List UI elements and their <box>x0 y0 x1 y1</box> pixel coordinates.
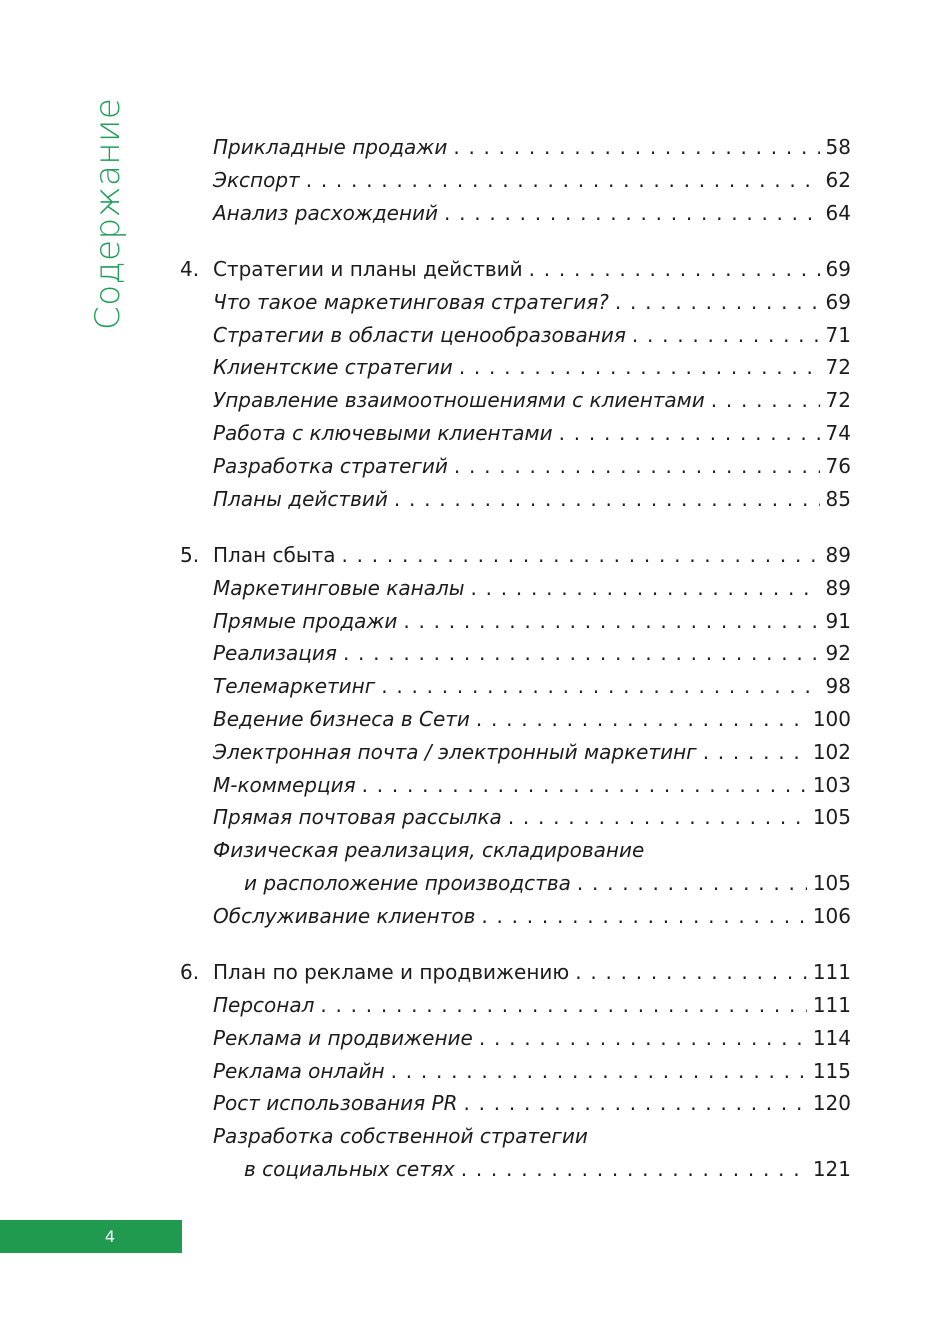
toc-entry-title: М-коммерция <box>213 772 356 797</box>
toc-entry-title: Экспорт <box>213 167 300 192</box>
toc-entry[interactable] <box>180 736 851 769</box>
toc-entry-title: Стратегии и планы действий <box>213 256 523 281</box>
dot-leader <box>403 605 819 638</box>
dot-leader <box>391 1055 807 1088</box>
dot-leader <box>320 989 806 1022</box>
toc-entry[interactable] <box>180 1153 851 1186</box>
toc-page-number: 111 <box>812 992 851 1017</box>
toc-page-number: 102 <box>812 739 851 764</box>
toc-entry[interactable] <box>180 572 851 605</box>
toc-page-number: 92 <box>825 641 851 666</box>
toc-page-number: 72 <box>825 388 851 413</box>
toc-page-number: 106 <box>812 903 851 928</box>
toc-entry-title: Разработка собственной стратегии <box>213 1124 588 1149</box>
dot-leader <box>529 253 820 286</box>
toc-page-number: 114 <box>812 1025 851 1050</box>
dot-leader <box>632 319 820 352</box>
toc-page-number: 98 <box>825 674 851 699</box>
toc-page-number: 64 <box>825 200 851 225</box>
toc-entry[interactable] <box>180 131 851 164</box>
toc-page-number: 91 <box>825 608 851 633</box>
toc-entry[interactable] <box>180 769 851 802</box>
toc-page-number: 69 <box>825 289 851 314</box>
dot-leader <box>444 197 820 230</box>
toc-page-number: 85 <box>825 486 851 511</box>
toc-entry-title: Что такое маркетинговая стратегия? <box>213 289 609 314</box>
toc-entry[interactable] <box>180 801 851 834</box>
footer-page-bar <box>0 1220 182 1253</box>
dot-leader <box>575 956 807 989</box>
toc-entry[interactable] <box>180 605 851 638</box>
toc-entry-title: Прикладные продажи <box>213 135 448 159</box>
toc-entry-title: Стратегии в области ценообразования <box>213 322 626 347</box>
toc-entry-title: Реклама онлайн <box>213 1058 385 1083</box>
toc-page-number: 89 <box>825 575 851 600</box>
toc-chapter-entry[interactable] <box>180 956 851 989</box>
toc-entry[interactable] <box>180 1120 851 1153</box>
dot-leader <box>615 286 820 319</box>
toc-page-number: 69 <box>825 256 851 281</box>
toc-entry[interactable] <box>180 637 851 670</box>
toc-entry[interactable] <box>180 900 851 933</box>
dot-leader <box>459 351 820 384</box>
toc-entry-title: Рост использования PR <box>213 1091 458 1116</box>
toc-page-number: 105 <box>812 805 851 830</box>
toc-chapter-entry[interactable] <box>180 539 851 572</box>
toc-entry[interactable] <box>180 1055 851 1088</box>
toc-page-number: 74 <box>825 420 851 445</box>
toc-entry[interactable] <box>180 450 851 483</box>
toc-page-number: 62 <box>825 167 851 192</box>
dot-leader <box>454 450 820 483</box>
toc-page-number: 100 <box>812 706 851 731</box>
dot-leader <box>703 736 807 769</box>
toc-entry[interactable] <box>180 197 851 230</box>
toc-entry-title: Работа с ключевыми клиентами <box>213 420 553 445</box>
toc-page-number: 120 <box>812 1091 851 1116</box>
toc-entry[interactable] <box>180 989 851 1022</box>
dot-leader <box>577 867 807 900</box>
dot-leader <box>453 131 819 164</box>
dot-leader <box>362 769 807 802</box>
toc-entry-title: Реализация <box>213 641 337 666</box>
toc-entry-title: План по рекламе и продвижению <box>213 960 570 985</box>
dot-leader <box>476 703 807 736</box>
toc-entry[interactable] <box>180 384 851 417</box>
toc-entry[interactable] <box>180 834 851 867</box>
toc-entry[interactable] <box>180 670 851 703</box>
dot-leader <box>306 164 820 197</box>
toc-entry-title: Ведение бизнеса в Сети <box>213 706 470 731</box>
dot-leader <box>394 483 820 516</box>
dot-leader <box>342 539 820 572</box>
dot-leader <box>508 801 807 834</box>
toc-entry-title: Управление взаимоотношениями с клиентами <box>213 388 705 413</box>
toc-entry-title: Прямая почтовая рассылка <box>213 805 502 830</box>
toc-entry[interactable] <box>180 1087 851 1120</box>
page-number: 4 <box>104 1227 116 1246</box>
toc-page-number: 111 <box>812 960 851 985</box>
toc-entry-title: Электронная почта / электронный маркетинг <box>213 739 697 764</box>
toc-entry[interactable] <box>180 164 851 197</box>
dot-leader <box>343 637 820 670</box>
toc-chapter-entry[interactable] <box>180 253 851 286</box>
toc-page-number: 89 <box>825 542 851 567</box>
dot-leader <box>479 1022 807 1055</box>
dot-leader <box>481 900 806 933</box>
toc-page-number: 72 <box>825 355 851 380</box>
dot-leader <box>559 417 820 450</box>
dot-leader <box>711 384 820 417</box>
toc-entry-title: Реклама и продвижение <box>213 1025 473 1050</box>
toc-entry-title: План сбыта <box>213 542 336 567</box>
dot-leader <box>461 1153 807 1186</box>
toc-entry-title: Маркетинговые каналы <box>213 575 465 600</box>
dot-leader <box>381 670 819 703</box>
toc-entry-title: Физическая реализация, складирование <box>213 838 645 863</box>
toc-page-number: 71 <box>825 322 851 347</box>
side-section-title: Содержание <box>88 97 128 330</box>
toc-page-number: 58 <box>825 135 851 159</box>
toc-entry[interactable] <box>180 867 851 900</box>
chapter-number: 4. <box>180 256 200 281</box>
table-of-contents <box>180 131 851 1186</box>
toc-entry-title: и расположение производства <box>244 870 571 895</box>
toc-entry[interactable] <box>180 351 851 384</box>
toc-entry-title: Клиентские стратегии <box>213 355 453 380</box>
toc-page-number: 103 <box>812 772 851 797</box>
toc-entry-title: Прямые продажи <box>213 608 398 633</box>
toc-entry[interactable] <box>180 703 851 736</box>
toc-entry[interactable] <box>180 483 851 516</box>
toc-page-number: 115 <box>812 1058 851 1083</box>
toc-entry-title: Анализ расхождений <box>213 200 439 225</box>
dot-leader <box>471 572 820 605</box>
toc-entry[interactable] <box>180 319 851 352</box>
toc-entry[interactable] <box>180 417 851 450</box>
toc-page-number: 121 <box>812 1156 851 1181</box>
toc-entry-title: Планы действий <box>213 486 388 511</box>
chapter-number: 5. <box>180 542 200 567</box>
toc-entry-title: Обслуживание клиентов <box>213 903 476 928</box>
dot-leader <box>464 1087 807 1120</box>
toc-page-number: 105 <box>812 870 851 895</box>
toc-entry[interactable] <box>180 1022 851 1055</box>
toc-entry-title: Разработка стратегий <box>213 453 448 478</box>
toc-entry-title: в социальных сетях <box>244 1156 455 1181</box>
toc-entry-title: Персонал <box>213 992 315 1017</box>
toc-page-number: 76 <box>825 453 851 478</box>
chapter-number: 6. <box>180 960 200 985</box>
toc-entry[interactable] <box>180 286 851 319</box>
toc-entry-title: Телемаркетинг <box>213 674 376 699</box>
